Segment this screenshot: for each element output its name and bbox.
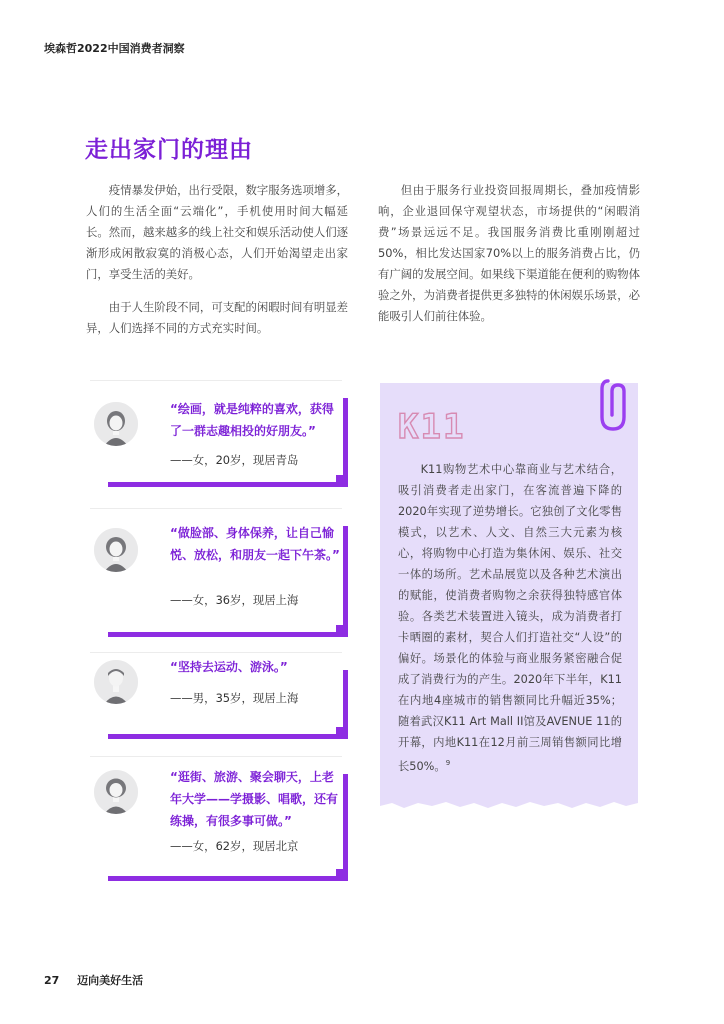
quote-card bbox=[90, 652, 342, 732]
quote-card bbox=[90, 756, 342, 874]
woman-avatar-icon bbox=[94, 528, 138, 572]
section-title: 走出家门的理由 bbox=[85, 137, 253, 163]
page-number: 27 bbox=[44, 974, 60, 987]
k11-case-box bbox=[380, 383, 638, 801]
paragraph: 疫情暴发伊始，出行受限，数字服务选项增多，人们的生活全面“云端化”，手机使用时间大幅延长。然而，越来越多的线上社交和娱乐活动使人们逐渐形成闲散寂寞的消极心态，人们开始渴望走出家门，享受生活的美好。 bbox=[86, 183, 349, 281]
report-header-title: 埃森哲2022中国消费者洞察 bbox=[44, 42, 185, 55]
elder-woman-avatar-icon bbox=[94, 770, 138, 814]
footer-section-title: 迈向美好生活 bbox=[77, 974, 144, 987]
quote-text: “绘画，就是纯粹的喜欢，获得了一群志趣相投的好朋友。” bbox=[170, 402, 334, 438]
quote-text: “做脸部、身体保养，让自己愉悦、放松，和朋友一起下午茶。” bbox=[170, 526, 340, 562]
quote-attribution: ——女，62岁，现居北京 bbox=[170, 839, 299, 853]
k11-case-text: K11购物艺术中心靠商业与艺术结合，吸引消费者走出家门，在客流普遍下降的2020年实现了逆势增长。它独创了文化零售模式，以艺术、人文、自然三大元素为核心，将购物中心打造为集休闲、娱乐、社交一体的场所。艺术品展览以及各种艺术演出的赋能，使消费者购物之余获得独特感官体验。各类艺术装置进入镜头，成为消费者打卡晒圈的素材，契合人们打造社交“人设”的偏好。场景化的体验与商业服务紧密融合促成了消费行为的产生。2020年下半年，K11在内地4座城市的销售额同比升幅近35%；随着武汉K11 Art Mall II馆及AVENUE 11的开幕，内地K11在12月前三周销售额同比增长50%。$^9$ bbox=[398, 463, 622, 773]
quote-attribution: ——男，35岁，现居上海 bbox=[170, 691, 299, 705]
quote-text: “逛街、旅游、聚会聊天，上老年大学——学摄影、唱歌，还有练操，有很多事可做。” bbox=[170, 770, 339, 828]
quote-card bbox=[90, 380, 342, 480]
paragraph: 但由于服务行业投资回报周期长，叠加疫情影响，企业退回保守观望状态，市场提供的“闲暇消费”场景远远不足。我国服务消费比重刚刚超过50%，相比发达国家70%以上的服务消费占比，仍有广阔的发展空间。如果线下渠道能在便利的购物体验之外，为消费者提供更多独特的休闲娱乐场景，必能吸引人们前往体验。 bbox=[378, 183, 640, 323]
man-avatar-icon bbox=[94, 660, 138, 704]
quote-attribution: ——女，36岁，现居上海 bbox=[170, 593, 299, 607]
right-text-column bbox=[378, 180, 640, 339]
quote-card bbox=[90, 508, 342, 630]
footnote-marker: 9 bbox=[445, 759, 451, 767]
quote-text: “坚持去运动、游泳。” bbox=[170, 660, 288, 674]
paperclip-icon bbox=[598, 377, 628, 433]
paragraph: 由于人生阶段不同，可支配的闲暇时间有明显差异，人们选择不同的方式充实时间。 bbox=[86, 300, 349, 335]
torn-paper-edge bbox=[380, 797, 638, 809]
woman-avatar-icon bbox=[94, 402, 138, 446]
k11-logo: K11 bbox=[398, 407, 466, 447]
page-footer bbox=[44, 972, 143, 988]
left-text-column bbox=[86, 180, 348, 351]
quote-attribution: ——女，20岁，现居青岛 bbox=[170, 453, 299, 467]
